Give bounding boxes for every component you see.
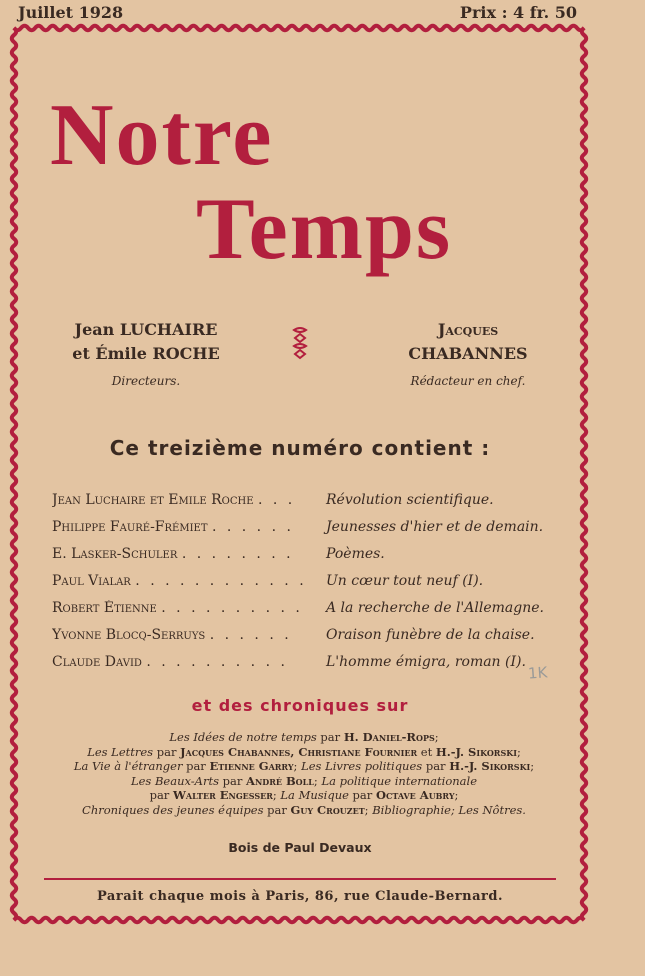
divider-rule [44, 878, 556, 880]
toc-work: A la recherche de l'Allemagne. [326, 600, 544, 616]
contents-heading: Ce treizième numéro contient : [109, 436, 491, 460]
toc-author: Jean Luchaire et Emile Roche . . . [52, 492, 296, 508]
table-of-contents [52, 492, 552, 681]
toc-author: Philippe Fauré-Frémiet . . . . . . [52, 519, 294, 535]
editor-line-1: Jacques [437, 320, 499, 339]
toc-work: Révolution scientifique. [326, 492, 494, 508]
title-line-1: Notre [50, 87, 274, 184]
toc-work: Oraison funèbre de la chaise. [326, 627, 535, 643]
toc-row [52, 627, 552, 654]
editor-block [388, 318, 548, 388]
directors-line-2: et Émile ROCHE [72, 344, 220, 363]
toc-work: Jeunesses d'hier et de demain. [326, 519, 544, 535]
directors-line-1: Jean LUCHAIRE [74, 320, 218, 339]
directors-role: Directeurs. [111, 374, 181, 388]
chronicle-line: Chroniques des jeunes équipes par Guy Crouzet; Bibliographie; Les Nôtres. [82, 802, 526, 817]
chronicles-list [40, 730, 568, 817]
title-line-2: Temps [196, 181, 453, 278]
toc-work: Poèmes. [326, 546, 385, 562]
issue-date: Juillet 1928 [18, 3, 124, 22]
directors-block [48, 318, 244, 388]
toc-author: Claude David . . . . . . . . . . [52, 654, 288, 670]
chronicle-line: La Vie à l'étranger par Etienne Garry; Les Livres politiques par H.-J. Sikorski; [73, 759, 535, 773]
chronicle-line: par Walter Engesser; La Musique par Octave Aubry; [149, 788, 459, 802]
toc-work: Un cœur tout neuf (I). [326, 573, 484, 589]
woodcut-credit: Bois de Paul Devaux [228, 840, 372, 855]
editor-line-2: CHABANNES [408, 344, 528, 363]
toc-row [52, 546, 552, 573]
issue-price: Prix : 4 fr. 50 [459, 3, 577, 22]
toc-row [52, 573, 552, 600]
publication-footer: Parait chaque mois à Paris, 86, rue Claude-Bernard. [97, 889, 503, 904]
toc-author: E. Lasker-Schuler . . . . . . . . [52, 546, 294, 562]
toc-row [52, 519, 552, 546]
editor-role: Rédacteur en chef. [410, 374, 526, 388]
pencil-annotation: 1K [527, 663, 548, 683]
toc-row [52, 654, 552, 681]
toc-author: Paul Vialar . . . . . . . . . . . . [52, 573, 307, 589]
toc-author: Yvonne Blocq-Serruys . . . . . . [52, 627, 292, 643]
ornament-icon [288, 326, 312, 362]
toc-work: L'homme émigra, roman (I). [326, 654, 526, 670]
chronicles-heading: et des chroniques sur [191, 696, 409, 715]
toc-row [52, 492, 552, 519]
chronicle-line: Les Idées de notre temps par H. Daniel-Rops; [169, 730, 439, 744]
toc-author: Robert Étienne . . . . . . . . . . [52, 600, 303, 616]
toc-row [52, 600, 552, 627]
chronicle-line: Les Beaux-Arts par André Boll; La politique internationale [130, 773, 477, 788]
chronicle-line: Les Lettres par Jacques Chabannes, Christiane Fournier et H.-J. Sikorski; [87, 744, 521, 759]
